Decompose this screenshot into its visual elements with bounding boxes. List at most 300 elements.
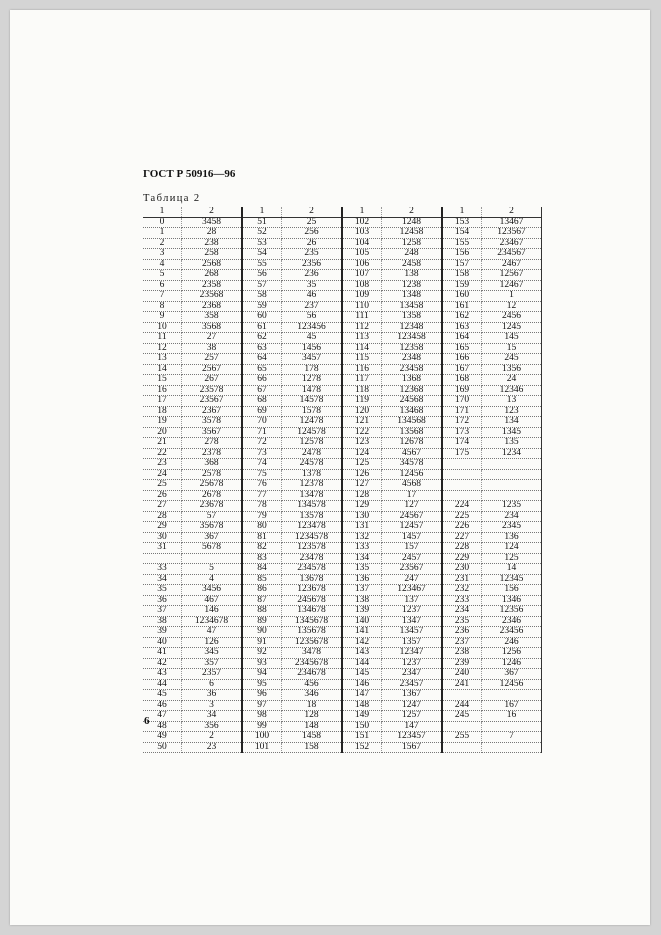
index-cell: 156	[442, 249, 482, 260]
index-cell: 122	[342, 427, 382, 438]
index-cell: 62	[242, 333, 282, 344]
table-row	[143, 438, 542, 449]
table-row	[143, 732, 542, 743]
index-cell: 229	[442, 553, 482, 564]
code-cell	[482, 480, 542, 491]
index-cell: 144	[342, 658, 382, 669]
code-cell: 134678	[282, 606, 343, 617]
code-cell: 123678	[282, 585, 343, 596]
index-cell: 90	[242, 627, 282, 638]
index-cell: 101	[242, 742, 282, 753]
code-cell: 4568	[382, 480, 443, 491]
code-cell: 4	[182, 574, 243, 585]
code-cell: 137	[382, 595, 443, 606]
index-cell: 145	[342, 669, 382, 680]
code-cell: 1456	[282, 343, 343, 354]
index-cell: 175	[442, 448, 482, 459]
index-cell: 255	[442, 732, 482, 743]
code-cell: 13458	[382, 301, 443, 312]
code-cell: 28	[182, 228, 243, 239]
index-cell: 67	[242, 385, 282, 396]
index-cell: 16	[143, 385, 182, 396]
code-cell: 25678	[182, 480, 243, 491]
code-cell: 238	[182, 238, 243, 249]
header-cell: 1	[342, 207, 382, 217]
code-cell: 357	[182, 658, 243, 669]
code-cell: 123	[482, 406, 542, 417]
code-cell: 1234	[482, 448, 542, 459]
index-cell: 116	[342, 364, 382, 375]
code-cell	[482, 490, 542, 501]
index-cell: 244	[442, 700, 482, 711]
code-cell: 6	[182, 679, 243, 690]
code-cell: 1357	[382, 637, 443, 648]
code-cell: 5	[182, 564, 243, 575]
table-row	[143, 406, 542, 417]
index-cell: 83	[242, 553, 282, 564]
code-cell: 1345	[482, 427, 542, 438]
index-cell: 169	[442, 385, 482, 396]
index-cell: 228	[442, 543, 482, 554]
code-cell: 1278	[282, 375, 343, 386]
index-cell: 7	[143, 291, 182, 302]
code-cell: 12478	[282, 417, 343, 428]
code-cell: 1345678	[282, 616, 343, 627]
code-cell: 23678	[182, 501, 243, 512]
index-cell	[442, 490, 482, 501]
index-cell	[442, 721, 482, 732]
index-cell: 233	[442, 595, 482, 606]
table-body	[143, 217, 542, 753]
code-cell: 23478	[282, 553, 343, 564]
code-cell: 135	[482, 438, 542, 449]
index-cell: 37	[143, 606, 182, 617]
code-cell: 12348	[382, 322, 443, 333]
index-cell: 4	[143, 259, 182, 270]
code-cell	[482, 459, 542, 470]
code-cell: 236	[282, 270, 343, 281]
code-cell: 12678	[382, 438, 443, 449]
code-cell: 3	[182, 700, 243, 711]
index-cell: 161	[442, 301, 482, 312]
table-row	[143, 396, 542, 407]
table-row	[143, 469, 542, 480]
code-cell: 13678	[282, 574, 343, 585]
index-cell: 225	[442, 511, 482, 522]
code-cell: 146	[182, 606, 243, 617]
code-cell: 12378	[282, 480, 343, 491]
index-cell: 240	[442, 669, 482, 680]
index-cell: 105	[342, 249, 382, 260]
code-cell: 1257	[382, 711, 443, 722]
code-cell: 128	[282, 711, 343, 722]
header-cell: 2	[382, 207, 443, 217]
code-cell	[182, 553, 243, 564]
index-cell: 91	[242, 637, 282, 648]
code-cell: 1237	[382, 606, 443, 617]
code-cell: 34578	[382, 459, 443, 470]
code-cell: 2568	[182, 259, 243, 270]
code-cell: 12368	[382, 385, 443, 396]
code-cell: 1347	[382, 616, 443, 627]
index-cell: 72	[242, 438, 282, 449]
header-cell: 2	[482, 207, 542, 217]
index-cell: 85	[242, 574, 282, 585]
index-cell: 24	[143, 469, 182, 480]
index-cell: 232	[442, 585, 482, 596]
code-cell: 1578	[282, 406, 343, 417]
table-row	[143, 511, 542, 522]
code-cell: 23456	[482, 627, 542, 638]
index-cell: 76	[242, 480, 282, 491]
code-cell: 12578	[282, 438, 343, 449]
index-cell	[442, 690, 482, 701]
code-cell: 267	[182, 375, 243, 386]
code-cell: 1234678	[182, 616, 243, 627]
code-cell: 12567	[482, 270, 542, 281]
code-cell: 1235	[482, 501, 542, 512]
table-row	[143, 459, 542, 470]
table-row	[143, 322, 542, 333]
code-cell: 3457	[282, 354, 343, 365]
code-cell: 27	[182, 333, 243, 344]
table-row	[143, 448, 542, 459]
code-cell: 23568	[182, 291, 243, 302]
code-cell: 38	[182, 343, 243, 354]
index-cell: 55	[242, 259, 282, 270]
index-cell: 227	[442, 532, 482, 543]
index-cell: 34	[143, 574, 182, 585]
index-cell: 138	[342, 595, 382, 606]
index-cell: 78	[242, 501, 282, 512]
index-cell: 10	[143, 322, 182, 333]
code-cell: 1367	[382, 690, 443, 701]
index-cell: 149	[342, 711, 382, 722]
index-cell: 112	[342, 322, 382, 333]
code-cell: 234678	[282, 669, 343, 680]
code-cell: 167	[482, 700, 542, 711]
index-cell: 143	[342, 648, 382, 659]
index-cell: 26	[143, 490, 182, 501]
code-cell: 2467	[482, 259, 542, 270]
index-cell: 65	[242, 364, 282, 375]
index-cell: 41	[143, 648, 182, 659]
document-page	[10, 10, 650, 925]
code-cell: 13568	[382, 427, 443, 438]
index-cell: 168	[442, 375, 482, 386]
code-cell: 23457	[382, 679, 443, 690]
code-cell: 248	[382, 249, 443, 260]
code-cell: 246	[482, 637, 542, 648]
index-cell: 235	[442, 616, 482, 627]
table-row	[143, 238, 542, 249]
index-cell: 43	[143, 669, 182, 680]
index-cell: 71	[242, 427, 282, 438]
index-cell: 3	[143, 249, 182, 260]
index-cell: 42	[143, 658, 182, 669]
index-cell: 126	[342, 469, 382, 480]
table-row	[143, 627, 542, 638]
code-cell: 23	[182, 742, 243, 753]
table-row	[143, 291, 542, 302]
code-cell: 1348	[382, 291, 443, 302]
index-cell: 59	[242, 301, 282, 312]
index-cell: 38	[143, 616, 182, 627]
index-cell: 86	[242, 585, 282, 596]
index-cell: 230	[442, 564, 482, 575]
index-cell: 44	[143, 679, 182, 690]
code-cell: 2358	[182, 280, 243, 291]
index-cell: 238	[442, 648, 482, 659]
index-cell: 9	[143, 312, 182, 323]
code-cell: 178	[282, 364, 343, 375]
index-cell: 237	[442, 637, 482, 648]
table-row	[143, 700, 542, 711]
code-cell: 18	[282, 700, 343, 711]
index-cell: 166	[442, 354, 482, 365]
code-cell: 23567	[182, 396, 243, 407]
code-cell: 1235678	[282, 637, 343, 648]
code-cell: 3456	[182, 585, 243, 596]
table-row	[143, 480, 542, 491]
code-cell: 1458	[282, 732, 343, 743]
code-cell: 2578	[182, 469, 243, 480]
code-cell: 3578	[182, 417, 243, 428]
index-cell: 136	[342, 574, 382, 585]
code-cell: 134	[482, 417, 542, 428]
code-cell: 3478	[282, 648, 343, 659]
code-cell: 17	[382, 490, 443, 501]
index-cell: 125	[342, 459, 382, 470]
table-row	[143, 333, 542, 344]
code-cell: 26	[282, 238, 343, 249]
code-cell: 2367	[182, 406, 243, 417]
code-cell: 14	[482, 564, 542, 575]
index-cell: 98	[242, 711, 282, 722]
code-cell: 346	[282, 690, 343, 701]
code-cell: 2368	[182, 301, 243, 312]
code-cell: 2347	[382, 669, 443, 680]
code-cell: 45	[282, 333, 343, 344]
index-cell: 63	[242, 343, 282, 354]
code-cell: 235	[282, 249, 343, 260]
code-cell: 36	[182, 690, 243, 701]
code-cell: 23467	[482, 238, 542, 249]
code-cell: 145	[482, 333, 542, 344]
code-cell	[482, 469, 542, 480]
index-cell: 49	[143, 732, 182, 743]
index-cell: 69	[242, 406, 282, 417]
index-cell: 40	[143, 637, 182, 648]
code-cell: 124	[482, 543, 542, 554]
index-cell: 127	[342, 480, 382, 491]
index-cell: 162	[442, 312, 482, 323]
code-cell	[482, 742, 542, 753]
index-cell: 79	[242, 511, 282, 522]
code-cell: 12356	[482, 606, 542, 617]
code-cell: 12	[482, 301, 542, 312]
index-cell: 61	[242, 322, 282, 333]
code-cell: 47	[182, 627, 243, 638]
index-cell: 25	[143, 480, 182, 491]
index-cell: 236	[442, 627, 482, 638]
code-cell: 138	[382, 270, 443, 281]
table-row	[143, 375, 542, 386]
index-cell: 239	[442, 658, 482, 669]
index-cell: 70	[242, 417, 282, 428]
code-cell: 12346	[482, 385, 542, 396]
code-cell: 257	[182, 354, 243, 365]
table-row	[143, 711, 542, 722]
index-cell: 97	[242, 700, 282, 711]
index-cell: 151	[342, 732, 382, 743]
code-cell: 358	[182, 312, 243, 323]
code-cell: 3567	[182, 427, 243, 438]
table-row	[143, 648, 542, 659]
index-cell: 107	[342, 270, 382, 281]
code-cell: 234	[482, 511, 542, 522]
index-cell: 111	[342, 312, 382, 323]
index-cell: 64	[242, 354, 282, 365]
code-cell: 2	[182, 732, 243, 743]
index-cell: 94	[242, 669, 282, 680]
index-cell: 114	[342, 343, 382, 354]
code-cell: 2456	[482, 312, 542, 323]
code-cell: 148	[282, 721, 343, 732]
code-cell: 368	[182, 459, 243, 470]
code-cell: 2478	[282, 448, 343, 459]
index-cell: 95	[242, 679, 282, 690]
index-cell: 36	[143, 595, 182, 606]
index-cell: 171	[442, 406, 482, 417]
table-container	[143, 207, 542, 753]
index-cell: 31	[143, 543, 182, 554]
code-cell: 2378	[182, 448, 243, 459]
code-cell: 12456	[482, 679, 542, 690]
index-cell: 8	[143, 301, 182, 312]
table-row	[143, 259, 542, 270]
index-cell: 50	[143, 742, 182, 753]
index-cell: 87	[242, 595, 282, 606]
code-cell: 1256	[482, 648, 542, 659]
index-cell: 129	[342, 501, 382, 512]
code-cell: 1246	[482, 658, 542, 669]
code-cell: 356	[182, 721, 243, 732]
code-cell: 12457	[382, 522, 443, 533]
code-cell: 1457	[382, 532, 443, 543]
code-cell: 256	[282, 228, 343, 239]
index-cell: 0	[143, 217, 182, 228]
code-cell: 24568	[382, 396, 443, 407]
index-cell: 75	[242, 469, 282, 480]
index-cell: 142	[342, 637, 382, 648]
index-cell: 134	[342, 553, 382, 564]
header-cell: 2	[182, 207, 243, 217]
index-cell: 89	[242, 616, 282, 627]
header-cell: 1	[242, 207, 282, 217]
code-cell: 1356	[482, 364, 542, 375]
code-cell: 245678	[282, 595, 343, 606]
table-row	[143, 679, 542, 690]
index-cell: 123	[342, 438, 382, 449]
index-cell: 28	[143, 511, 182, 522]
header-cell: 2	[282, 207, 343, 217]
table-row	[143, 354, 542, 365]
table-row	[143, 742, 542, 753]
code-cell: 2356	[282, 259, 343, 270]
index-cell: 99	[242, 721, 282, 732]
index-cell: 17	[143, 396, 182, 407]
code-cell: 278	[182, 438, 243, 449]
index-cell: 170	[442, 396, 482, 407]
table-row	[143, 364, 542, 375]
index-cell: 164	[442, 333, 482, 344]
index-cell: 165	[442, 343, 482, 354]
index-cell: 46	[143, 700, 182, 711]
table-row	[143, 606, 542, 617]
code-cell: 268	[182, 270, 243, 281]
code-cell: 15	[482, 343, 542, 354]
code-cell: 456	[282, 679, 343, 690]
table-row	[143, 312, 542, 323]
table-row	[143, 553, 542, 564]
index-cell: 231	[442, 574, 482, 585]
code-cell: 367	[182, 532, 243, 543]
index-cell: 128	[342, 490, 382, 501]
code-cell: 2357	[182, 669, 243, 680]
header-cell: 1	[143, 207, 182, 217]
code-cell: 13467	[482, 217, 542, 228]
index-cell: 60	[242, 312, 282, 323]
index-cell: 81	[242, 532, 282, 543]
index-cell: 82	[242, 543, 282, 554]
index-cell: 53	[242, 238, 282, 249]
table-row	[143, 574, 542, 585]
index-cell: 152	[342, 742, 382, 753]
code-cell: 4567	[382, 448, 443, 459]
code-cell: 24567	[382, 511, 443, 522]
index-cell: 110	[342, 301, 382, 312]
code-cell: 57	[182, 511, 243, 522]
index-cell: 66	[242, 375, 282, 386]
table-row	[143, 721, 542, 732]
index-cell: 130	[342, 511, 382, 522]
code-cell: 24578	[282, 459, 343, 470]
table-row	[143, 217, 542, 228]
index-cell: 224	[442, 501, 482, 512]
code-cell: 14578	[282, 396, 343, 407]
code-cell: 2458	[382, 259, 443, 270]
index-cell: 148	[342, 700, 382, 711]
index-cell: 80	[242, 522, 282, 533]
table-row	[143, 270, 542, 281]
index-cell: 77	[242, 490, 282, 501]
index-cell: 51	[242, 217, 282, 228]
index-cell: 102	[342, 217, 382, 228]
code-cell: 234578	[282, 564, 343, 575]
code-cell: 1234578	[282, 532, 343, 543]
code-cell: 34	[182, 711, 243, 722]
index-cell	[442, 480, 482, 491]
code-cell: 12467	[482, 280, 542, 291]
index-cell: 163	[442, 322, 482, 333]
index-cell: 27	[143, 501, 182, 512]
code-cell	[482, 690, 542, 701]
code-cell: 345	[182, 648, 243, 659]
index-cell: 141	[342, 627, 382, 638]
code-cell: 2678	[182, 490, 243, 501]
code-cell: 234567	[482, 249, 542, 260]
